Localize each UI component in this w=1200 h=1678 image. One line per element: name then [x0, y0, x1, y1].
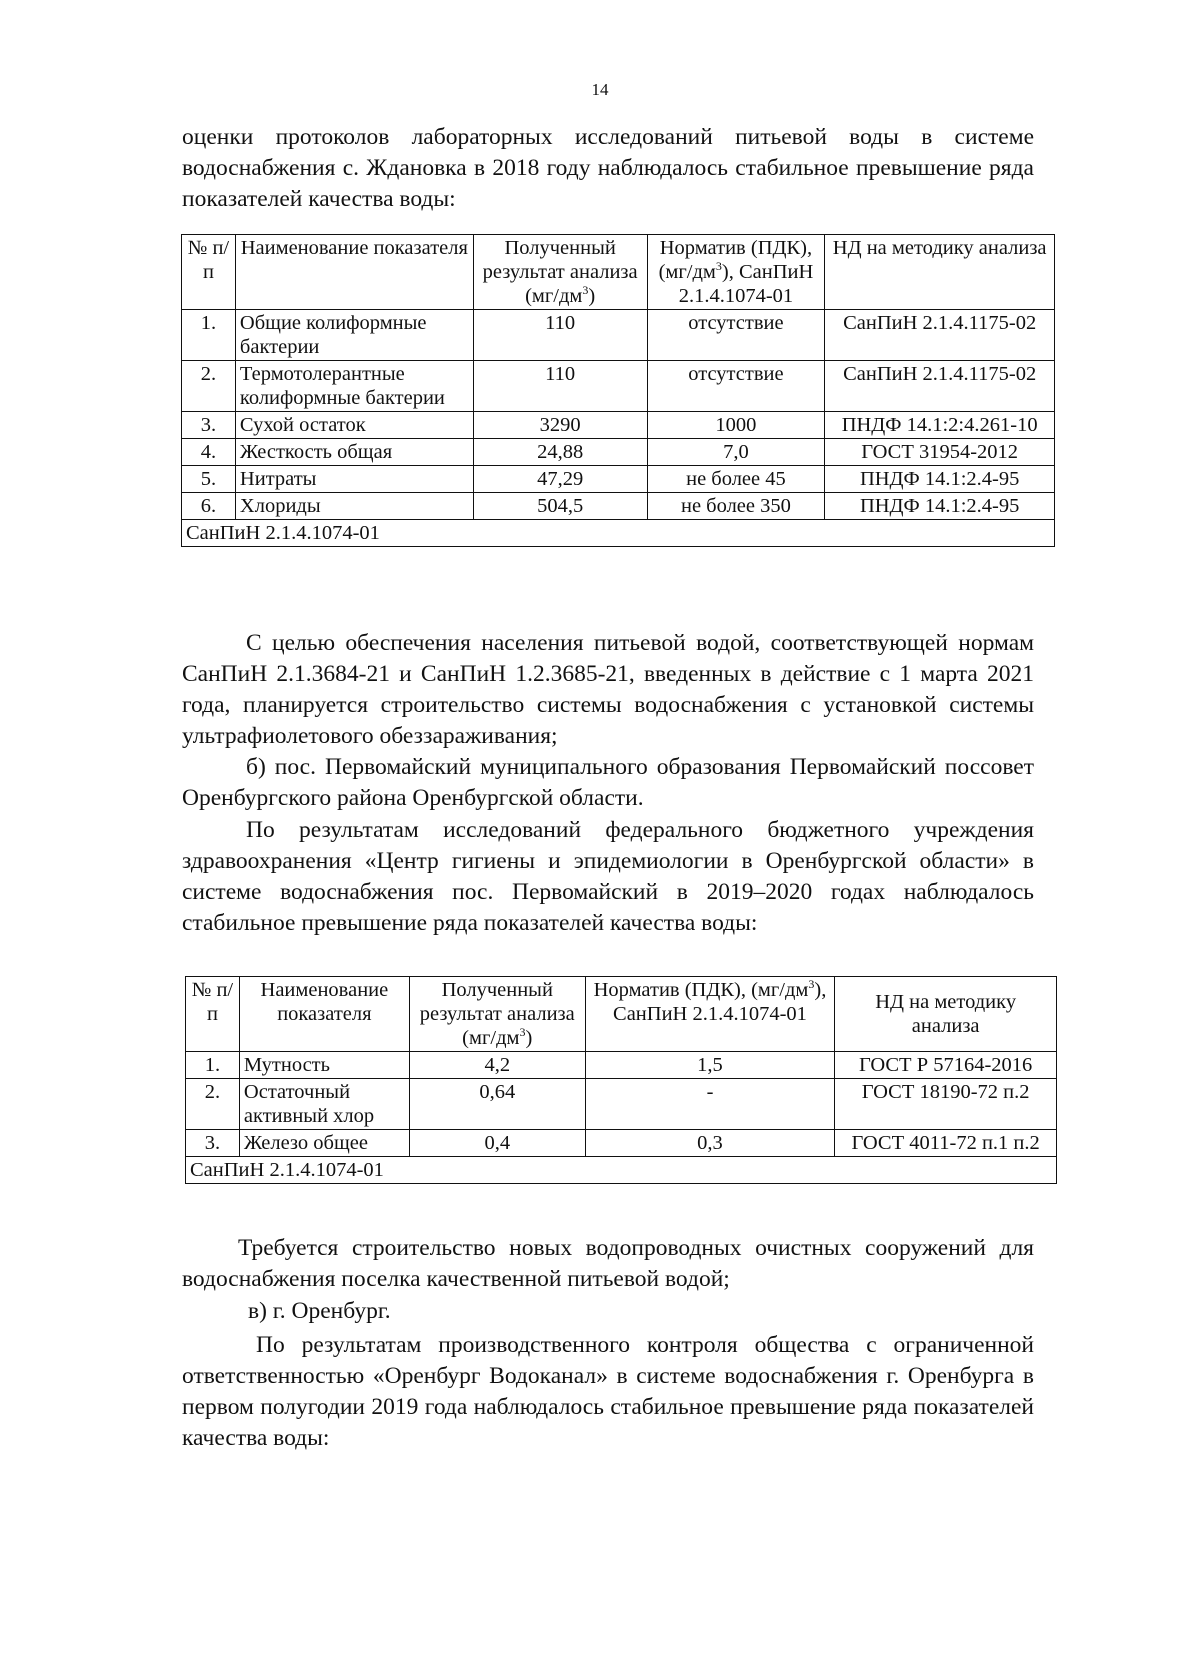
header-name: Наименование показателя	[239, 977, 409, 1052]
header-result: Полученный результат анализа $(мг/дм^3)$	[409, 977, 585, 1052]
header-num: № п/п	[186, 977, 240, 1052]
row-num: 3.	[182, 412, 236, 439]
table-row	[182, 493, 1055, 520]
row-name: Железо общее	[239, 1130, 409, 1157]
table-row	[182, 439, 1055, 466]
table-footer-row	[186, 1157, 1057, 1184]
table-header-row	[186, 977, 1057, 1052]
table-zhdanovka	[181, 234, 1055, 547]
table-pervomaisky	[185, 976, 1057, 1184]
row-name: Нитраты	[235, 466, 473, 493]
row-num: 2.	[182, 361, 236, 412]
row-name: Общие колиформные бактерии	[235, 310, 473, 361]
row-norm: 7,0	[647, 439, 825, 466]
table-row	[182, 310, 1055, 361]
table-row	[186, 1130, 1057, 1157]
row-norm: -	[585, 1079, 835, 1130]
table-footer: СанПиН 2.1.4.1074-01	[186, 1157, 1057, 1184]
header-num: № п/п	[182, 235, 236, 310]
paragraph-new-treatment: Требуется строительство новых водопроводных очистных сооружений для водоснабжения поселка качественной питьевой водой;	[182, 1235, 1034, 1292]
row-result: 3290	[473, 412, 647, 439]
table-row	[182, 412, 1055, 439]
row-num: 1.	[186, 1052, 240, 1079]
row-method: ПНДФ 14.1:2:4.261-10	[825, 412, 1055, 439]
row-method: ГОСТ 18190-72 п.2	[835, 1079, 1057, 1130]
table-header-row	[182, 235, 1055, 310]
page-number: 14	[591, 80, 609, 99]
row-norm: 1000	[647, 412, 825, 439]
table-footer: СанПиН 2.1.4.1074-01	[182, 520, 1055, 547]
table-row	[182, 361, 1055, 412]
row-result: 0,64	[409, 1079, 585, 1130]
paragraph-uv-disinfection: С целью обеспечения населения питьевой водой, соответствующей нормам СанПиН 2.1.3684-21 и СанПиН 1.2.3685-21, введенных в действие с 1 марта 2021 года, планируется строительство системы водоснабжения с установкой системы ультрафиолетового обеззараживания;	[182, 630, 1034, 749]
table-footer-row	[182, 520, 1055, 547]
row-norm: отсутствие	[647, 310, 825, 361]
row-norm: 1,5	[585, 1052, 835, 1079]
row-result: 504,5	[473, 493, 647, 520]
paragraph-research-results: По результатам исследований федерального бюджетного учреждения здравоохранения «Центр гигиены и эпидемиологии в Оренбургской области» в системе водоснабжения пос. Первомайский в 2019–2020 годах наблюдалось стабильное превышение ряда показателей качества воды:	[182, 817, 1034, 936]
row-result: 24,88	[473, 439, 647, 466]
row-method: ГОСТ 31954-2012	[825, 439, 1055, 466]
row-norm: не более 45	[647, 466, 825, 493]
row-num: 4.	[182, 439, 236, 466]
header-name: Наименование показателя	[235, 235, 473, 310]
header-method: НД на методику анализа	[825, 235, 1055, 310]
header-result: Полученный результат анализа $(мг/дм^3)$	[473, 235, 647, 310]
row-result: 0,4	[409, 1130, 585, 1157]
row-result: 110	[473, 361, 647, 412]
paragraph-vodokanal: По результатам производственного контроля общества с ограниченной ответственностью «Оренбург Водоканал» в системе водоснабжения г. Оренбурга в первом полугодии 2019 года наблюдалось стабильное превышение ряда показателей качества воды:	[182, 1332, 1034, 1451]
paragraph-pervomaisky: б) пос. Первомайский муниципального образования Первомайский поссовет Оренбургского района Оренбургской области.	[182, 754, 1034, 811]
table-row	[182, 466, 1055, 493]
row-result: 4,2	[409, 1052, 585, 1079]
row-method: ПНДФ 14.1:2.4-95	[825, 466, 1055, 493]
paragraph-orenburg: в) г. Оренбург.	[248, 1298, 391, 1324]
row-name: Остаточный активный хлор	[239, 1079, 409, 1130]
row-norm: 0,3	[585, 1130, 835, 1157]
row-name: Хлориды	[235, 493, 473, 520]
row-num: 1.	[182, 310, 236, 361]
row-name: Термотолерантные колиформные бактерии	[235, 361, 473, 412]
row-result: 47,29	[473, 466, 647, 493]
header-norm: Норматив (ПДК), $(мг/дм^3)$, СанПиН 2.1.4.1074-01	[647, 235, 825, 310]
row-num: 3.	[186, 1130, 240, 1157]
table-row	[186, 1052, 1057, 1079]
row-num: 2.	[186, 1079, 240, 1130]
row-norm: отсутствие	[647, 361, 825, 412]
table-row	[186, 1079, 1057, 1130]
row-method: ГОСТ 4011-72 п.1 п.2	[835, 1130, 1057, 1157]
row-norm: не более 350	[647, 493, 825, 520]
row-name: Мутность	[239, 1052, 409, 1079]
header-norm: Норматив (ПДК), $(мг/дм^3)$, СанПиН 2.1.4.1074-01	[585, 977, 835, 1052]
row-method: ПНДФ 14.1:2.4-95	[825, 493, 1055, 520]
intro-paragraph: оценки протоколов лабораторных исследований питьевой воды в системе водоснабжения с. Ждановка в 2018 году наблюдалось стабильное превышение ряда показателей качества воды:	[182, 124, 1034, 212]
row-result: 110	[473, 310, 647, 361]
header-method: НД на методику анализа	[835, 977, 1057, 1052]
row-method: СанПиН 2.1.4.1175-02	[825, 310, 1055, 361]
row-method: ГОСТ Р 57164-2016	[835, 1052, 1057, 1079]
row-num: 5.	[182, 466, 236, 493]
row-name: Сухой остаток	[235, 412, 473, 439]
row-name: Жесткость общая	[235, 439, 473, 466]
row-num: 6.	[182, 493, 236, 520]
row-method: СанПиН 2.1.4.1175-02	[825, 361, 1055, 412]
